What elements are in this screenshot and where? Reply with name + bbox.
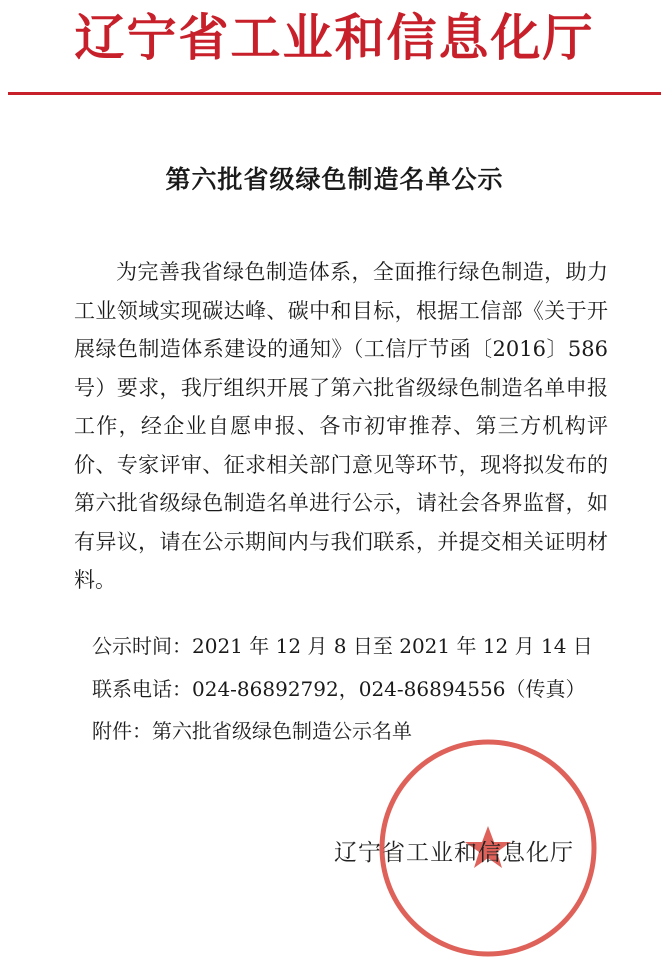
notice-period-label: 公示时间： [92, 634, 192, 658]
contact-label: 联系电话： [92, 677, 192, 701]
letterhead-org-name: 辽宁省工业和信息化厅 [74, 8, 595, 67]
notice-period-value: 2021 年 12 月 8 日至 2021 年 12 月 14 日 [192, 634, 593, 658]
footer-issuer-name: 辽宁省工业和信息化厅 [334, 840, 574, 866]
contact-value: 024-86892792，024-86894556（传真） [192, 677, 586, 701]
attachment-label: 附件： [92, 719, 152, 743]
attachment-value: 第六批省级绿色制造公示名单 [152, 719, 412, 743]
document-title: 第六批省级绿色制造名单公示 [165, 165, 504, 194]
contact-line [92, 674, 632, 704]
notice-period-line [92, 631, 632, 661]
letterhead-red-rule [8, 92, 661, 95]
document-body-paragraph: 为完善我省绿色制造体系，全面推行绿色制造，助力工业领域实现碳达峰、碳中和目标，根据工信部《关于开展绿色制造体系建设的通知》（工信厅节函〔2016〕586号）要求，我厅组织开展了第六批省级绿色制造名单申报工作，经企业自愿申报、各市初审推荐、第三方机构评价、专家评审、征求相关部门意见等环节，现将拟发布的第六批省级绿色制造名单进行公示，请社会各界监督，如有异议，请在公示期间内与我们联系，并提交相关证明材料。 [74, 260, 608, 592]
